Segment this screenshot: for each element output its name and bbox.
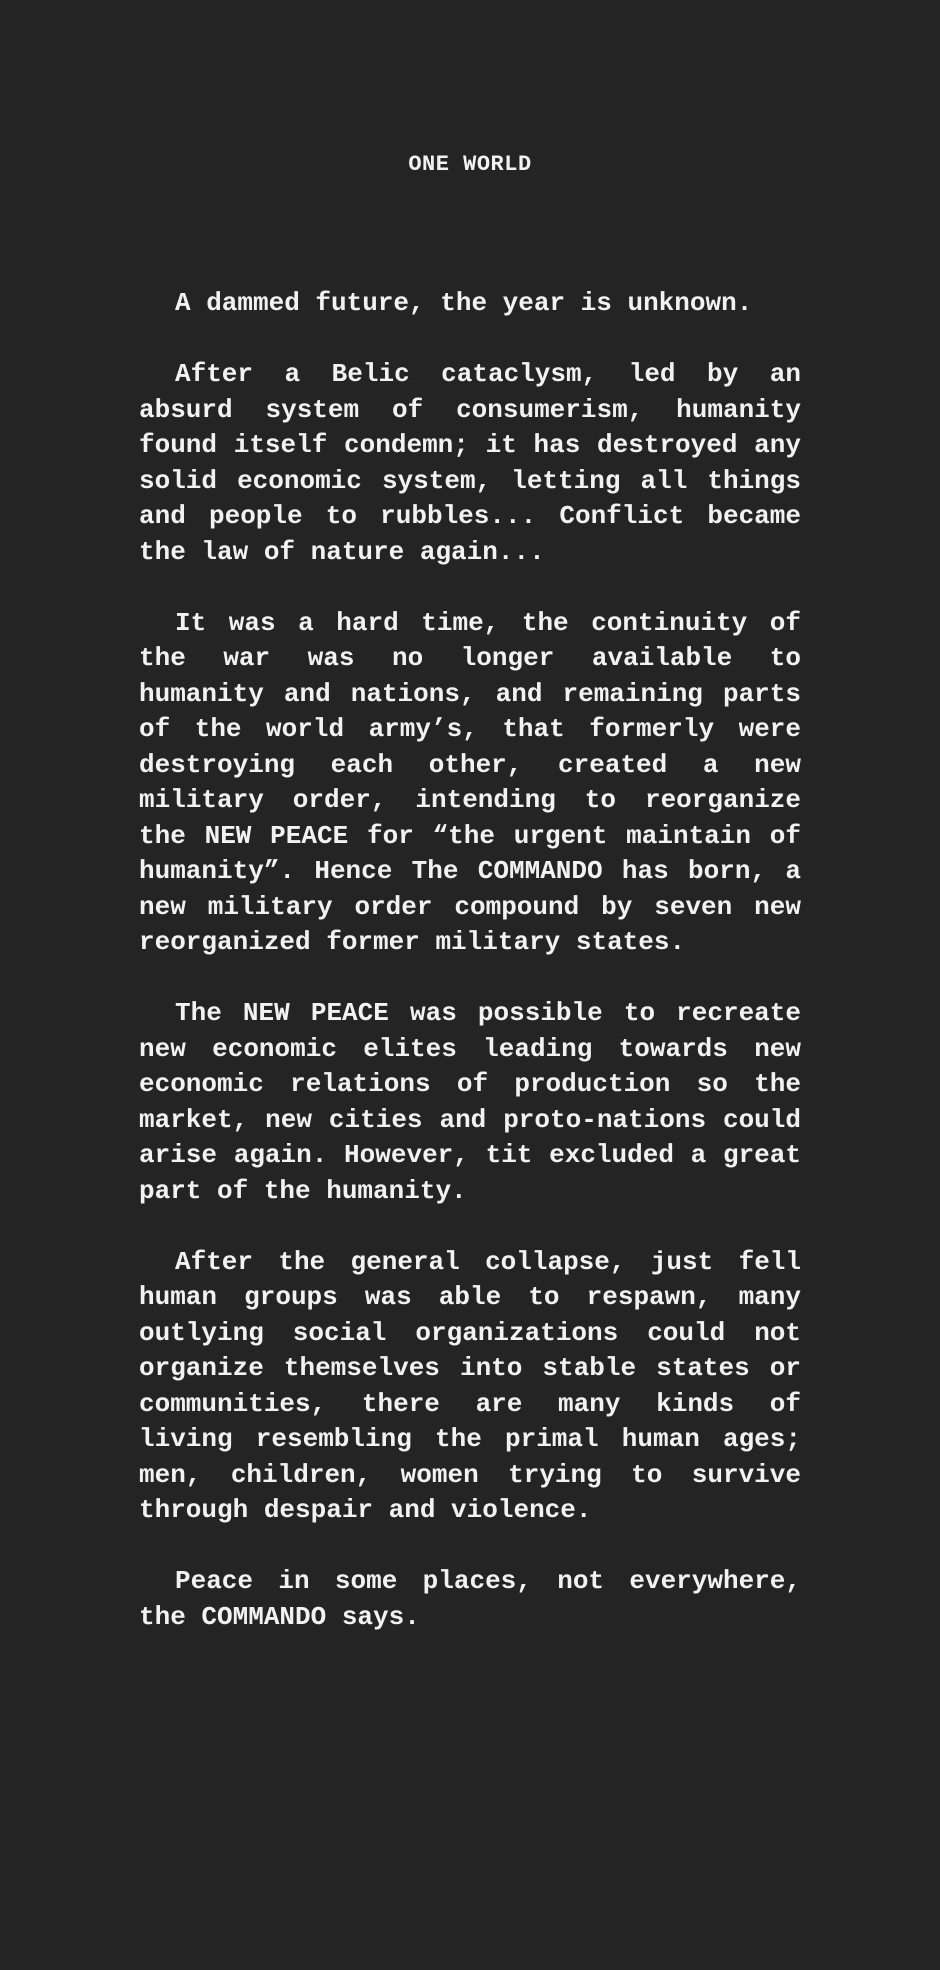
document-body [139, 286, 801, 1671]
paragraph-3: It was a hard time, the continuity of the war was no longer available to humanity and nations, and remaining parts of the world army’s, that formerly were destroying each other, created a new military order, intending to reorganize the NEW PEACE for “the urgent maintain of humanity”. Hence The COMMANDO has born, a new military order compound by seven new reorganized former military states. [139, 607, 801, 957]
paragraph-5: After the general collapse, just fell human groups was able to respawn, many outlying social organizations could not organize themselves into stable states or communities, there are many kinds of living resembling the primal human ages; men, children, women trying to survive through despair and violence. [139, 1246, 801, 1525]
paragraph-6: Peace in some places, not everywhere, the COMMANDO says. [139, 1566, 801, 1632]
paragraph-1: A dammed future, the year is unknown. [175, 288, 753, 318]
paragraph-2: After a Belic cataclysm, led by an absurd system of consumerism, humanity found itself condemn; it has destroyed any solid economic system, letting all things and people to rubbles... Conflict became the law of nature again... [139, 359, 801, 567]
document-title: ONE WORLD [408, 152, 532, 177]
paragraph-4: The NEW PEACE was possible to recreate new economic elites leading towards new economic relations of production so the market, new cities and proto-nations could arise again. However, tit excluded a great part of the humanity. [139, 998, 801, 1206]
